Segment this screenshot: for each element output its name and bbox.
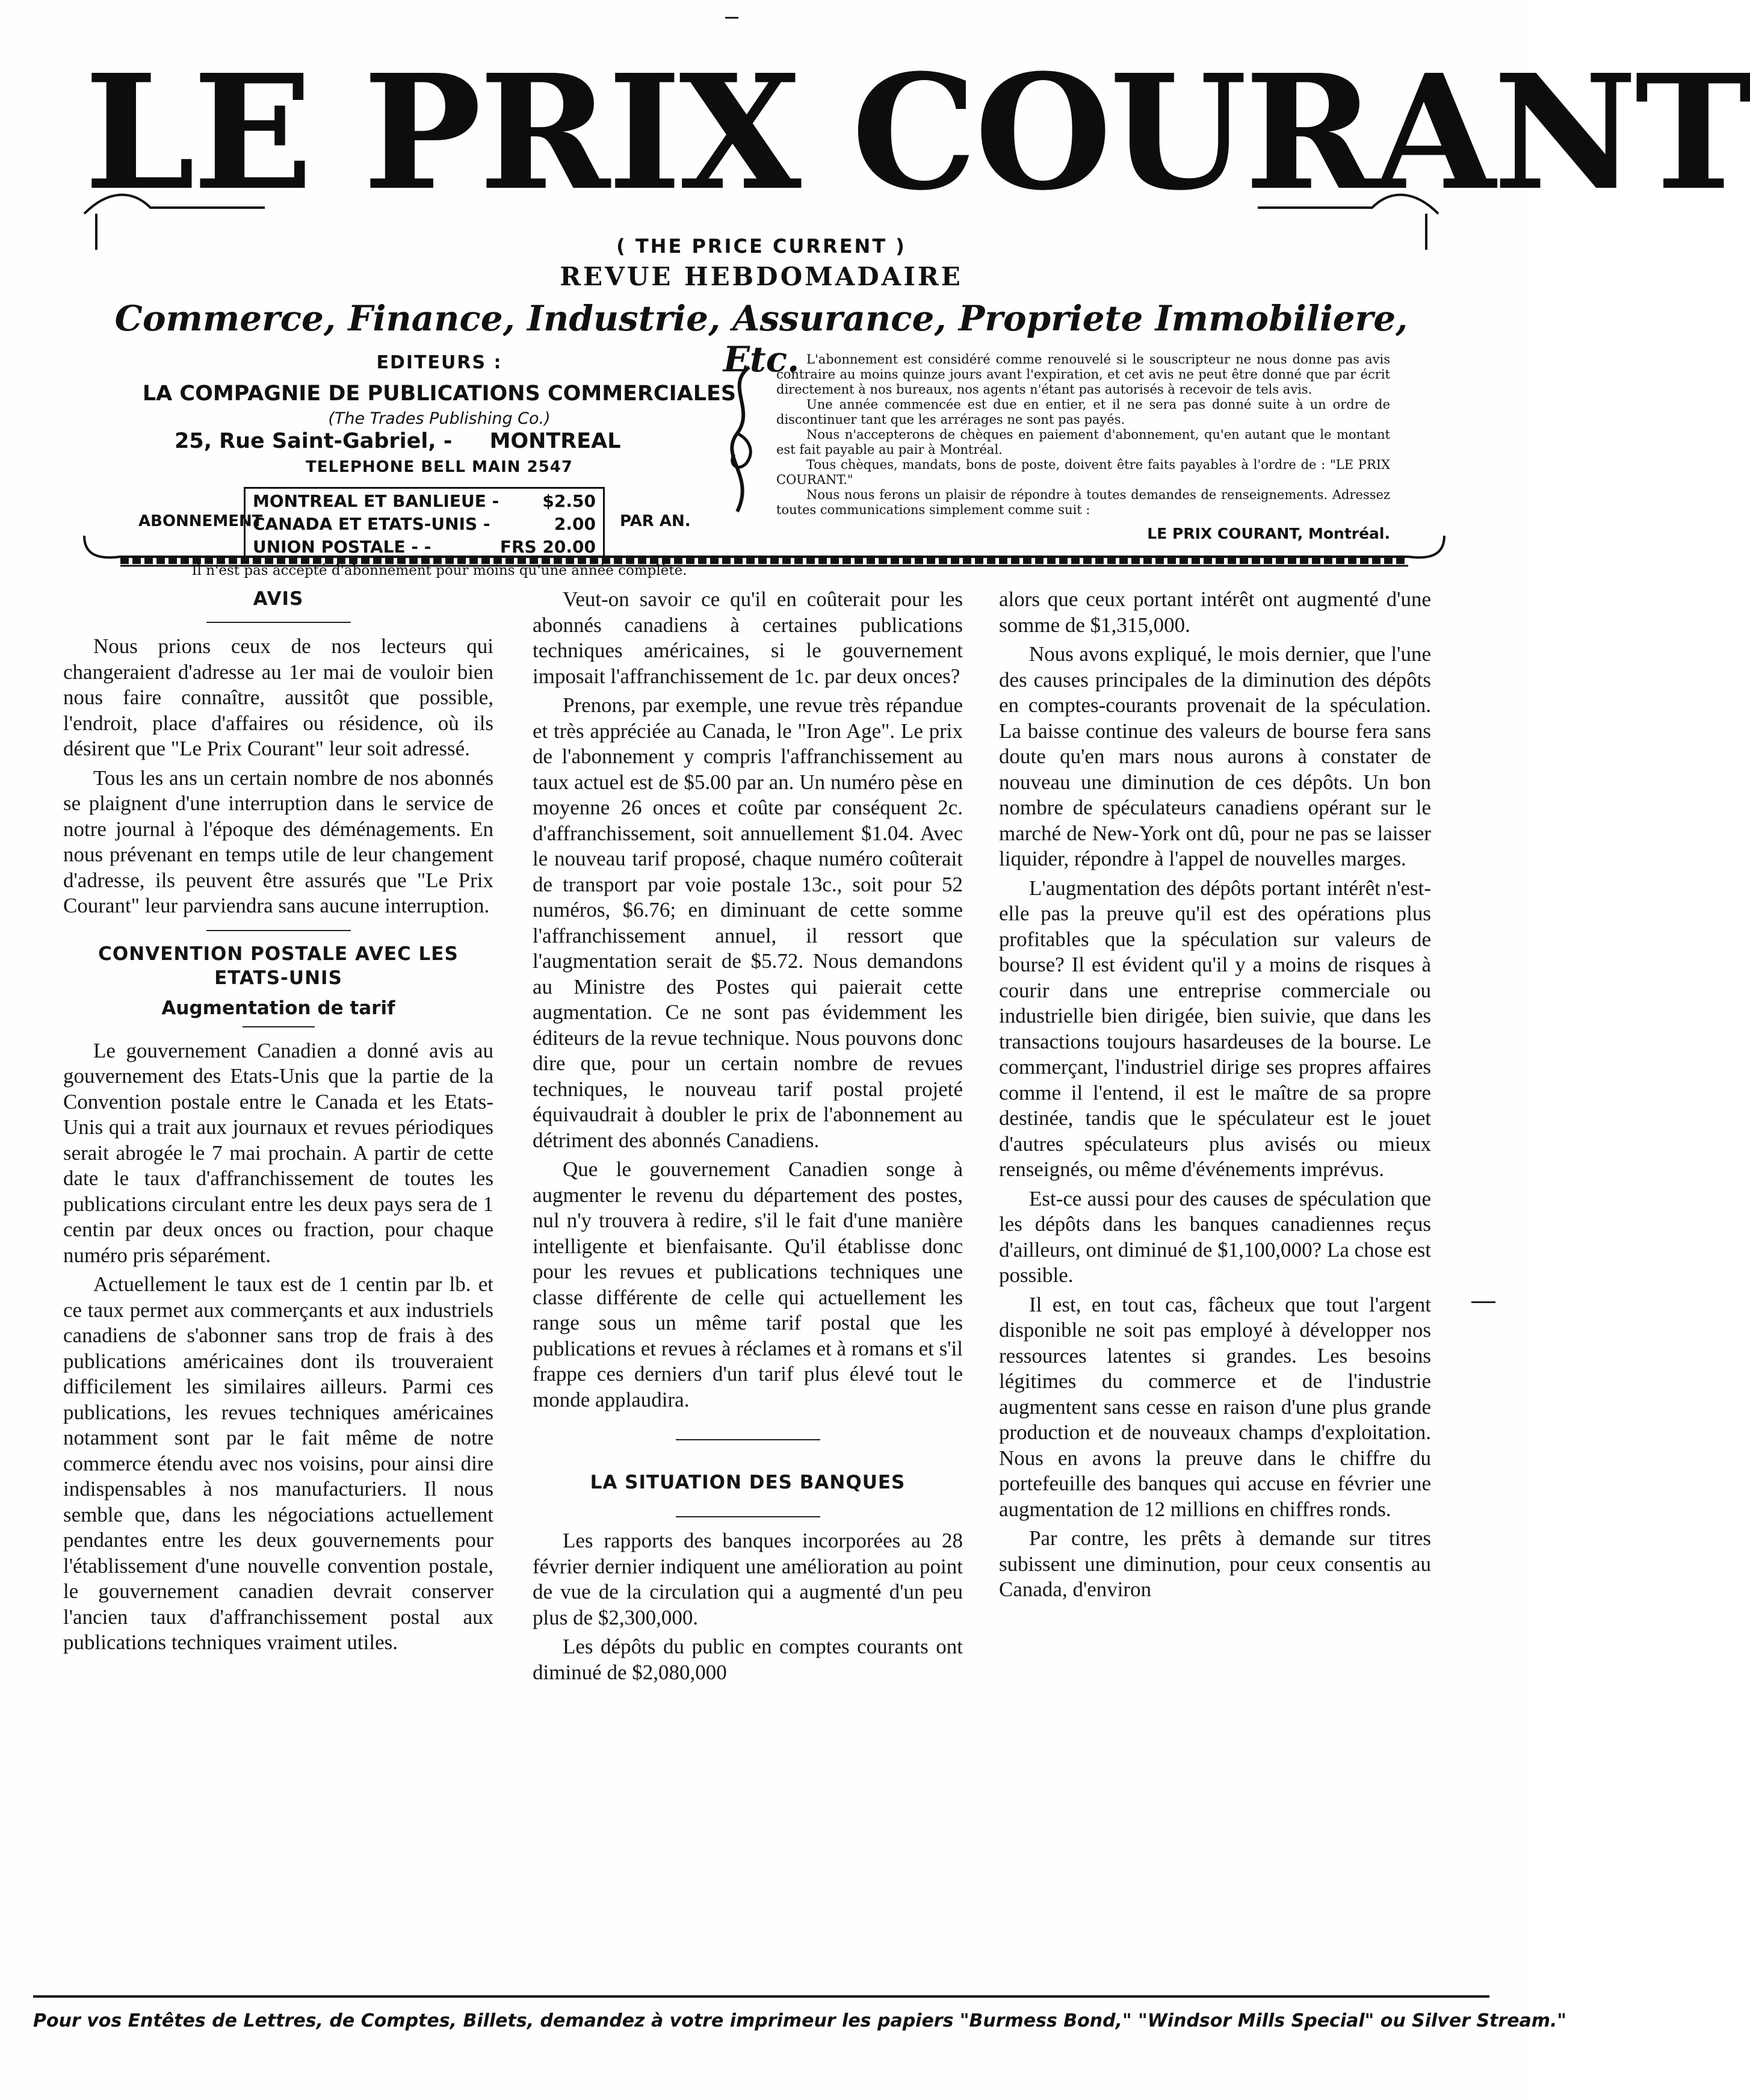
telephone-number: TELEPHONE BELL MAIN 2547	[306, 458, 573, 476]
subscription-label: ABONNEMENT	[138, 512, 263, 530]
article-paragraph: Veut-on savoir ce qu'il en coûterait pour les abonnés canadiens à certaines publications techniques américaines, si le gouvernement imposait l'affranchissement de 1c. par deux onces?	[533, 587, 963, 688]
per-year-label: PAR AN.	[620, 512, 691, 530]
notice-paragraph: Nous n'accepterons de chèques en paiement d'abonnement, qu'en autant que le montant est fait payable au pair à Montréal.	[776, 427, 1390, 457]
rate-price: $2.50	[542, 491, 596, 511]
article-paragraph: Par contre, les prêts à demande sur titres subissent une diminution, pour ceux consentis au Canada, d'environ	[999, 1526, 1431, 1601]
article-paragraph: Les rapports des banques incorporées au 28 février dernier indiquent une amélioration au point de vue de la circulation qui a augmenté d'un peu plus de $2,300,000.	[533, 1529, 963, 1629]
masthead-bottom-frame	[84, 530, 1444, 572]
english-subtitle: ( THE PRICE CURRENT )	[616, 235, 906, 258]
convention-subheading: Augmentation de tarif	[161, 997, 395, 1019]
rate-region: UNION POSTALE - -	[253, 537, 431, 557]
heading-rule	[676, 1516, 820, 1517]
publisher-english-name: (The Trades Publishing Co.)	[328, 409, 551, 428]
footer-advertisement: Pour vos Entêtes de Lettres, de Comptes, Billets, demandez à votre imprimeur les papiers "Burmess Bond," "Windsor Mills Special" ou Silver Stream."	[33, 2010, 1567, 2031]
notice-paragraph: Une année commencée est due en entier, et il ne sera pas donné suite à un ordre de discontinuer tant que les arrérages ne sont pas payés.	[776, 397, 1390, 427]
notice-paragraph: Tous chèques, mandats, bons de poste, doivent être faits payables à l'ordre de : "LE PRIX COURANT."	[776, 457, 1390, 487]
article-paragraph: Actuellement le taux est de 1 centin par lb. et ce taux permet aux commerçants et aux industriels canadiens de s'abonner sans trop de frais à des publications américaines dont ils trouveraient difficilement les similaires ailleurs. Parmi ces publications, les revues techniques américaines notamment sont par le fait même de notre commerce étendu avec nos voisins, pour ainsi dire indispensables à nos manufacturiers. Il nous semble que, dans les négociations actuellement pendantes entre les deux gouvernements pour l'établissement d'une nouvelle convention postale, le gouvernement canadien devrait conserver l'ancien taux d'affranchissement postal aux publications techniques vraiment utiles.	[63, 1272, 493, 1654]
topics-line: Commerce, Finance, Industrie, Assurance, Propriete Immobiliere, Etc.	[114, 298, 1408, 380]
article-paragraph: L'augmentation des dépôts portant intérêt n'est-elle pas la preuve qu'il est des opérations plus profitables que la spéculation sur valeurs de bourse? Il est évident qu'il y a moins de risques à courir dans une entreprise commerciale ou industrielle bien dirigée, bien suivie, que dans les transactions toujours hasardeuses de la bourse. Le commerçant, l'industriel dirige ses propres affaires comme il l'entend, il est le maître de sa propre destinée, tandis que le spéculateur est le jouet d'autres spéculateurs plus avisés ou mieux renseignés, ou même d'événements imprévus.	[999, 876, 1431, 1181]
article-paragraph: Il est, en tout cas, fâcheux que tout l'argent disponible ne soit pas employé à développer nos ressources latentes si grandes. Les besoins légitimes du commerce et de l'industrie augmentent sans cesse en raison d'une plus grande production et de nouveaux champs d'exploitation. Nous en avons la preuve dans le chiffre du portefeuille des banques qui accuse en février une augmentation de 12 millions en chiffres ronds.	[999, 1292, 1431, 1521]
article-paragraph: Est-ce aussi pour des causes de spéculation que les dépôts dans les banques canadiennes reçus d'ailleurs, ont diminué de $1,100,000? La chose est possible.	[999, 1186, 1431, 1287]
article-column-3	[999, 587, 1431, 1606]
scroll-ornament	[713, 361, 767, 518]
margin-mark	[725, 17, 738, 19]
subscription-notice	[776, 352, 1390, 541]
article-column-2	[533, 587, 963, 1689]
rate-price: 2.00	[554, 514, 596, 534]
minimum-subscription-note: Il n'est pas accepté d'abonnement pour moins qu'une année complète.	[191, 563, 687, 578]
article-paragraph: Le gouvernement Canadien a donné avis au gouvernement des Etats-Unis que la partie de la Convention postale entre le Canada et les Etats-Unis qui a trait aux journaux et revues périodiques serait abrogée le 7 mai prochain. A partir de cette date le taux d'affranchissement de toutes les publications circulant entre les deux pays sera de 1 centin par deux onces ou fraction, pour chaque numéro pris séparément.	[63, 1038, 493, 1267]
article-paragraph: Les dépôts du public en comptes courants ont diminué de $2,080,000	[533, 1635, 963, 1684]
article-paragraph: Tous les ans un certain nombre de nos abonnés se plaignent d'une interruption dans le service de notre journal à l'époque des déménagements. En nous prévenant en temps utile de leur changement d'adresse, ils peuvent être assurés que "Le Prix Courant" leur parviendra sans aucune interruption.	[63, 766, 493, 917]
article-paragraph: Nous avons expliqué, le mois dernier, que l'une des causes principales de la diminution des dépôts en comptes-courants provenait de la spéculation. La baisse continue des valeurs de bourse fera sans doute qu'en mars nous aurons à constater de nouveau une diminution de ces dépôts. Un bon nombre de spéculateurs canadiens opérant sur le marché de New-York ont dû, pour ne pas se laisser liquider, répondre à l'appel de nouvelles marges.	[999, 642, 1431, 870]
city-name: MONTREAL	[489, 429, 621, 453]
heading-rule	[206, 622, 351, 623]
margin-mark	[1471, 1301, 1495, 1303]
rate-row	[253, 490, 596, 513]
masthead	[84, 36, 1750, 578]
convention-heading: CONVENTION POSTALE AVEC LES ETATS-UNIS	[98, 943, 459, 989]
footer-rule	[33, 1995, 1489, 1998]
publisher-label: EDITEURS :	[376, 352, 502, 373]
section-divider	[676, 1439, 820, 1440]
rate-price: FRS 20.00	[499, 537, 596, 557]
publisher-address	[138, 429, 740, 453]
notice-paragraph: Nous nous ferons un plaisir de répondre à toutes demandes de renseignements. Adressez toutes communications simplement comme suit :	[776, 488, 1390, 517]
rate-region: MONTREAL ET BANLIEUE -	[253, 491, 499, 511]
section-divider	[206, 930, 351, 931]
article-column-1	[63, 587, 493, 1659]
frequency-label: REVUE HEBDOMADAIRE	[560, 262, 963, 291]
article-paragraph: Prenons, par exemple, une revue très répandue et très appréciée au Canada, le "Iron Age". Le prix de l'abonnement y compris l'affranchissement au taux actuel est de $5.00 par an. Un numéro pèse en moyenne 26 onces et coûte par conséquent 2c. d'affranchissement, soit annuellement $1.04. Avec le nouveau tarif proposé, chaque numéro coûterait de transport par voie postale 13c., soit pour 52 numéros, $6.76; en diminuant de cette somme l'affranchissement annuel, il ressort que l'augmentation serait de $5.72. Nous demandons au Ministre des Postes qui paierait cette augmentation. Ce ne sont pas évidemment les éditeurs de la revue technique. Nous pouvons donc dire que, pour un certain nombre de revues techniques, le nouveau tarif postal projeté équivaudrait à doubler le prix de l'abonnement au détriment des abonnés Canadiens.	[533, 693, 963, 1152]
newspaper-title: LE PRIX COURANT	[84, 40, 1750, 225]
heading-rule	[243, 1026, 315, 1027]
publisher-name: LA COMPAGNIE DE PUBLICATIONS COMMERCIALES	[142, 382, 737, 406]
article-paragraph: alors que ceux portant intérêt ont augmenté d'une somme de $1,315,000.	[999, 587, 1431, 637]
notice-paragraph: L'abonnement est considéré comme renouvelé si le souscripteur ne nous donne pas avis contraire au moins quinze jours avant l'expiration, et cet avis ne peut être donné que par écrit directement à nos bureaux, nos agents n'étant pas autorisés à recevoir de tels avis.	[776, 352, 1390, 397]
banques-heading: LA SITUATION DES BANQUES	[590, 1472, 906, 1493]
article-paragraph: Que le gouvernement Canadien songe à augmenter le revenu du département des postes, nul n'y trouvera à redire, s'il le fait d'une manière intelligente et bienfaisante. Qu'il établisse donc pour les revues et publications techniques une classe différente de celle qui actuellement les range sous un même tarif postal que les publications et revues à réclames et à romans et s'il frappe ces derniers d'un tarif plus élevé tout le monde applaudira.	[533, 1157, 963, 1411]
avis-heading: AVIS	[253, 588, 304, 610]
notice-signature: LE PRIX COURANT, Montréal.	[1147, 525, 1390, 542]
street-address: 25, Rue Saint-Gabriel, -	[175, 429, 453, 453]
article-paragraph: Nous prions ceux de nos lecteurs qui changeraient d'adresse au 1er mai de vouloir bien nous faire connaître, aussitôt que possible, l'endroit, place d'affaires ou résidence, où ils désirent que "Le Prix Courant" leur soit adressé.	[63, 634, 493, 760]
rate-region: CANADA ET ETATS-UNIS -	[253, 514, 490, 534]
